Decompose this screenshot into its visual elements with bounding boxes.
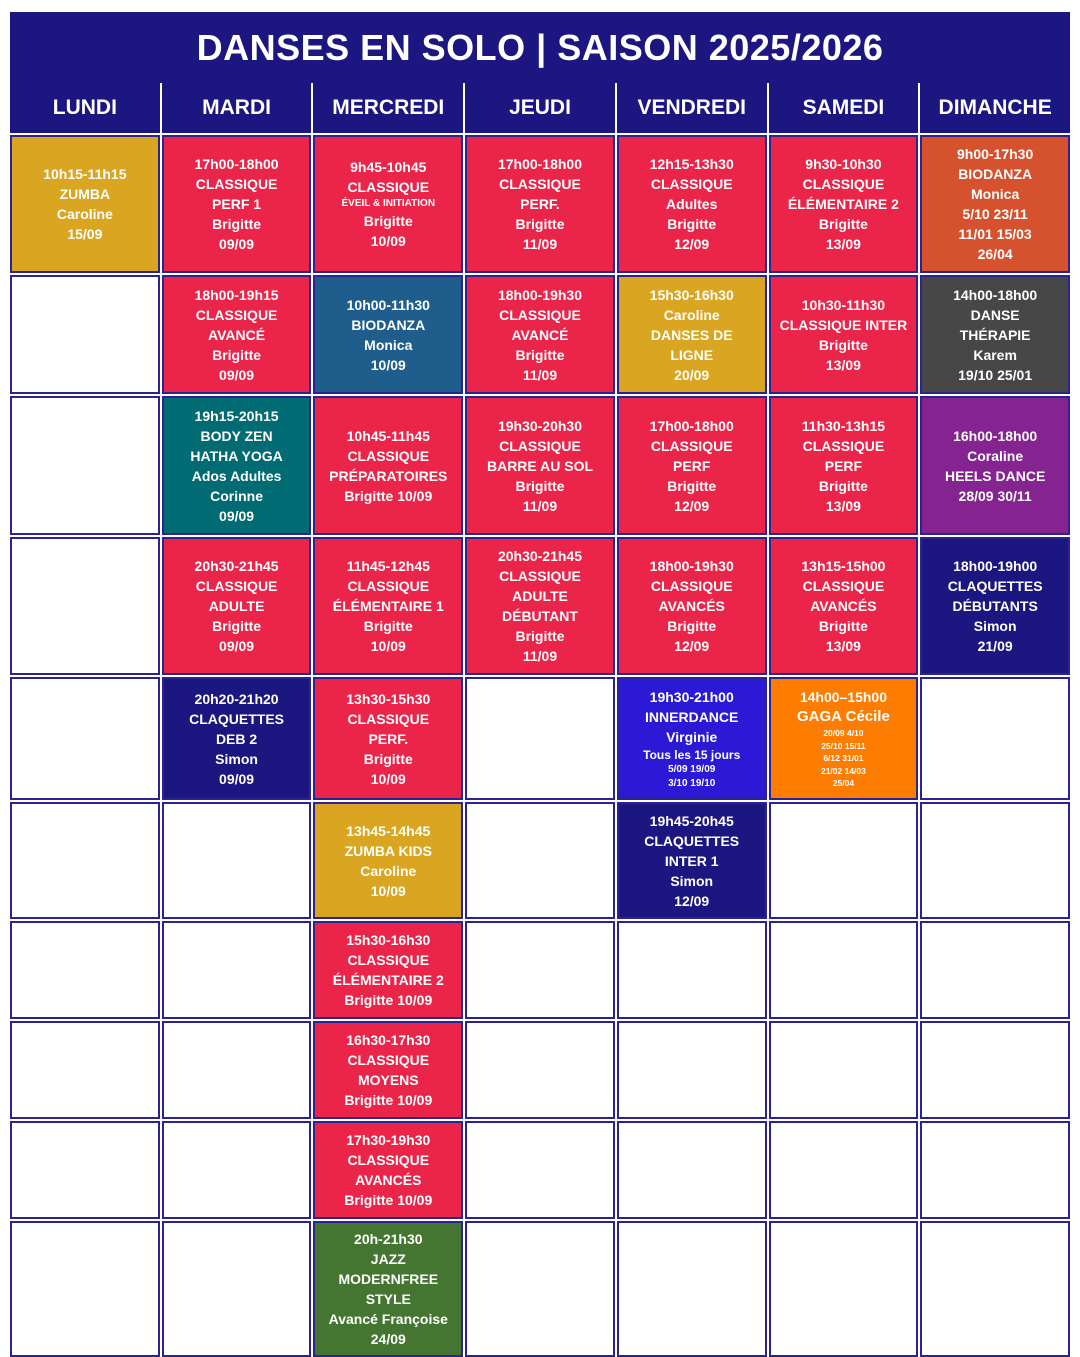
class-info-line: AVANCÉ: [511, 326, 569, 343]
class-info-line: PRÉPARATOIRES: [329, 467, 448, 484]
class-info-line: Brigitte: [818, 336, 868, 353]
class-cell-mardi: [162, 677, 312, 800]
class-info-line: Brigitte: [515, 346, 565, 363]
class-info-line: 20h-21h30: [354, 1231, 423, 1247]
class-info-line: AVANCÉS: [658, 598, 725, 614]
class-info-line: Brigitte: [212, 618, 262, 634]
class-info-line: 09/09: [219, 366, 255, 383]
class-info-line: Brigitte 10/09: [344, 487, 433, 504]
class-info-line: ZUMBA: [59, 186, 111, 202]
empty-cell-samedi: [769, 921, 919, 1019]
class-info-line: 12h15-13h30: [649, 156, 734, 172]
class-info-line: Brigitte: [667, 216, 717, 232]
class-info-line: 26/04: [977, 246, 1013, 262]
empty-cell-samedi: [769, 1221, 919, 1357]
empty-cell-jeudi: [465, 1221, 615, 1357]
class-cell-samedi: [769, 135, 919, 273]
class-cell-mercredi: [313, 135, 463, 273]
class-info-line: Brigitte: [363, 750, 413, 767]
class-info-line: STYLE: [365, 1291, 411, 1307]
empty-cell-vendredi: [617, 1121, 767, 1219]
class-info-line: Caroline: [56, 206, 113, 222]
empty-cell-lundi: [10, 921, 160, 1019]
class-info-line: 13/09: [825, 356, 861, 373]
empty-cell-dimanche: [920, 1021, 1070, 1119]
class-info-line: 10/09: [370, 233, 406, 249]
class-info-line: 9h00-17h30: [956, 146, 1034, 162]
class-info-line: INNERDANCE: [645, 708, 739, 725]
class-cell-samedi: [769, 396, 919, 535]
class-info-line: 10h15-11h15: [43, 166, 127, 182]
class-cell-samedi: [769, 677, 919, 800]
class-info-line: CLASSIQUE: [499, 176, 581, 192]
class-info-line: PERF 1: [212, 196, 262, 212]
class-info-line: 19h30-20h30: [497, 417, 583, 434]
class-info-line: 13/09: [825, 638, 861, 654]
class-info-line: CLASSIQUE: [499, 568, 581, 584]
day-header-lundi: LUNDI: [10, 83, 160, 133]
empty-cell-mardi: [162, 1021, 312, 1119]
class-info-line: 10/09: [370, 770, 406, 787]
class-cell-vendredi: [617, 802, 767, 919]
class-info-line: CLASSIQUE: [347, 952, 430, 968]
class-info-line: Simon: [973, 618, 1017, 634]
class-info-line: Monica: [971, 186, 1020, 202]
class-info-line: Brigitte: [818, 216, 868, 232]
class-info-line: 5/10 23/11: [962, 206, 1028, 222]
class-cell-samedi: [769, 275, 919, 394]
class-info-line: 14h00–15h00: [799, 689, 888, 706]
class-info-line: BODY ZEN: [200, 427, 273, 444]
class-info-line: Brigitte: [818, 618, 868, 634]
class-info-line: DÉBUTANTS: [952, 598, 1038, 614]
empty-cell-mardi: [162, 1221, 312, 1357]
class-info-line: Brigitte: [363, 213, 413, 229]
class-info-line: DEB 2: [215, 730, 258, 747]
class-info-line: 9h45-10h45: [350, 159, 427, 175]
empty-cell-mardi: [162, 921, 312, 1019]
class-info-line: Tous les 15 jours: [643, 747, 741, 762]
class-cell-mercredi: [313, 275, 463, 394]
day-header-mercredi: MERCREDI: [313, 83, 463, 133]
class-info-line: ÉVEIL & INITIATION: [341, 198, 436, 209]
empty-cell-lundi: [10, 396, 160, 535]
class-info-line: CLASSIQUE: [347, 578, 430, 594]
class-info-line: Brigitte 10/09: [344, 1092, 433, 1108]
class-info-line: 17h00-18h00: [497, 156, 583, 172]
class-info-line: 11/09: [522, 648, 558, 664]
class-info-line: Brigitte: [515, 477, 565, 494]
class-info-line: Brigitte: [212, 346, 262, 363]
empty-cell-vendredi: [617, 1021, 767, 1119]
empty-cell-jeudi: [465, 1021, 615, 1119]
class-info-line: 19h15-20h15: [194, 407, 279, 424]
class-info-line: Brigitte: [363, 618, 413, 634]
class-info-line: 11/09: [522, 236, 558, 252]
class-info-line: 12/09: [674, 497, 710, 514]
class-info-line: Brigitte 10/09: [344, 992, 433, 1008]
day-header-vendredi: VENDREDI: [617, 83, 767, 133]
empty-cell-vendredi: [617, 921, 767, 1019]
class-info-line: 24/09: [370, 1331, 406, 1347]
class-info-line: 18h00-19h00: [953, 558, 1038, 574]
class-info-line: 15h30-16h30: [649, 286, 734, 303]
class-cell-dimanche: [920, 275, 1070, 394]
class-info-line: CLASSIQUE: [347, 447, 430, 464]
empty-cell-jeudi: [465, 1121, 615, 1219]
class-info-line: ÉLÉMENTAIRE 2: [787, 196, 899, 212]
class-info-line: Avancé Françoise: [328, 1311, 448, 1327]
class-cell-vendredi: [617, 135, 767, 273]
class-info-line: 10/09: [370, 356, 406, 373]
class-info-line: PERF: [673, 457, 711, 474]
class-info-line: Brigitte: [667, 477, 717, 494]
class-info-line: Caroline: [360, 862, 417, 879]
class-info-line: BARRE AU SOL: [486, 457, 594, 474]
class-info-line: 21/02 14/03: [820, 765, 866, 776]
class-info-line: 10h00-11h30: [346, 296, 430, 313]
class-info-line: LIGNE: [670, 346, 714, 363]
class-info-line: CLASSIQUE: [195, 578, 278, 594]
empty-cell-samedi: [769, 802, 919, 919]
class-cell-mercredi: [313, 537, 463, 675]
empty-cell-jeudi: [465, 802, 615, 919]
empty-cell-lundi: [10, 677, 160, 800]
class-info-line: 3/10 19/10: [668, 777, 716, 789]
class-info-line: 25/10 15/11: [821, 740, 866, 751]
class-info-line: ÉLÉMENTAIRE 1: [332, 598, 444, 614]
class-cell-vendredi: [617, 537, 767, 675]
class-info-line: INTER 1: [664, 852, 719, 869]
class-info-line: HEELS DANCE: [944, 467, 1046, 484]
class-info-line: AVANCÉS: [810, 598, 877, 614]
class-info-line: MOYENS: [357, 1072, 419, 1088]
class-info-line: ADULTE: [208, 598, 265, 614]
class-info-line: ÉLÉMENTAIRE 2: [332, 972, 444, 988]
class-info-line: 12/09: [674, 236, 710, 252]
class-info-line: 13h15-15h00: [801, 558, 886, 574]
empty-cell-vendredi: [617, 1221, 767, 1357]
day-header-mardi: MARDI: [162, 83, 312, 133]
class-info-line: CLASSIQUE: [802, 437, 885, 454]
class-info-line: 28/09 30/11: [958, 487, 1032, 504]
empty-cell-lundi: [10, 1221, 160, 1357]
class-cell-dimanche: [920, 537, 1070, 675]
empty-cell-dimanche: [920, 921, 1070, 1019]
class-info-line: 10h45-11h45: [346, 427, 430, 444]
class-info-line: Brigitte 10/09: [344, 1192, 433, 1208]
class-cell-jeudi: [465, 396, 615, 535]
class-info-line: 12/09: [674, 638, 710, 654]
class-cell-jeudi: [465, 537, 615, 675]
class-info-line: Corinne: [210, 487, 263, 504]
class-info-line: 11/01 15/03: [958, 226, 1032, 242]
class-info-line: CLASSIQUE: [347, 179, 430, 195]
class-info-line: 19h30-21h00: [649, 688, 734, 705]
class-info-line: 15/09: [67, 226, 103, 242]
class-info-line: 20/09: [674, 366, 710, 383]
class-info-line: 20h20-21h20: [194, 690, 279, 707]
class-info-line: 18h00-19h30: [497, 286, 583, 303]
empty-cell-lundi: [10, 275, 160, 394]
empty-cell-jeudi: [465, 921, 615, 1019]
class-cell-jeudi: [465, 275, 615, 394]
class-info-line: 11/09: [522, 366, 558, 383]
class-info-line: 6/12 31/01: [823, 753, 864, 764]
class-cell-mardi: [162, 396, 312, 535]
class-info-line: 13/09: [825, 497, 861, 514]
class-info-line: CLASSIQUE: [499, 306, 581, 323]
class-info-line: 17h30-19h30: [346, 1132, 431, 1148]
class-info-line: 25/04: [832, 778, 855, 789]
class-info-line: CLASSIQUE INTER: [779, 316, 908, 333]
class-info-line: 15h30-16h30: [346, 932, 431, 948]
day-header-dimanche: DIMANCHE: [920, 83, 1070, 133]
class-cell-mardi: [162, 135, 312, 273]
empty-cell-lundi: [10, 537, 160, 675]
class-info-line: PERF.: [368, 730, 409, 747]
class-info-line: MODERNFREE: [338, 1271, 439, 1287]
class-info-line: 10/09: [370, 882, 406, 899]
class-cell-samedi: [769, 537, 919, 675]
empty-cell-lundi: [10, 1021, 160, 1119]
class-info-line: 09/09: [219, 770, 255, 787]
class-info-line: GAGA Cécile: [797, 708, 890, 726]
class-cell-dimanche: [920, 396, 1070, 535]
page-title: DANSES EN SOLO | SAISON 2025/2026: [10, 12, 1070, 83]
class-info-line: ZUMBA KIDS: [344, 842, 432, 859]
class-info-line: DANSES DE: [650, 326, 733, 343]
class-cell-mercredi: [313, 396, 463, 535]
empty-cell-lundi: [10, 1121, 160, 1219]
class-info-line: 13h30-15h30: [346, 690, 431, 707]
class-info-line: DÉBUTANT: [502, 608, 578, 624]
class-info-line: 11h30-13h15: [801, 417, 886, 434]
empty-cell-dimanche: [920, 802, 1070, 919]
class-info-line: 11h45-12h45: [346, 558, 430, 574]
class-info-line: Brigitte: [212, 216, 262, 232]
class-cell-mardi: [162, 537, 312, 675]
class-info-line: 18h00-19h15: [194, 286, 279, 303]
class-info-line: 12/09: [674, 892, 710, 909]
class-info-line: PERF.: [520, 196, 560, 212]
class-cell-lundi: [10, 135, 160, 273]
class-info-line: THÉRAPIE: [959, 326, 1031, 343]
class-cell-mardi: [162, 275, 312, 394]
class-info-line: Caroline: [663, 306, 720, 323]
class-info-line: 18h00-19h30: [649, 558, 734, 574]
class-info-line: Brigitte: [667, 618, 717, 634]
class-info-line: Adultes: [666, 196, 718, 212]
class-info-line: CLAQUETTES: [644, 832, 740, 849]
class-info-line: Coraline: [967, 447, 1024, 464]
class-info-line: PERF: [824, 457, 863, 474]
class-info-line: 20h30-21h45: [497, 548, 583, 564]
class-info-line: CLASSIQUE: [347, 1152, 430, 1168]
class-info-line: 17h00-18h00: [194, 156, 279, 172]
class-cell-vendredi: [617, 677, 767, 800]
class-info-line: 09/09: [219, 507, 255, 524]
schedule-poster: [10, 12, 1070, 1347]
class-info-line: 10h30-11h30: [801, 296, 886, 313]
class-info-line: CLASSIQUE: [650, 176, 733, 192]
class-info-line: Brigitte: [818, 477, 868, 494]
class-info-line: Simon: [215, 750, 258, 767]
empty-cell-samedi: [769, 1021, 919, 1119]
class-info-line: CLAQUETTES: [189, 710, 284, 727]
empty-cell-samedi: [769, 1121, 919, 1219]
class-info-line: 10/09: [370, 638, 406, 654]
empty-cell-lundi: [10, 802, 160, 919]
class-info-line: Brigitte: [515, 216, 565, 232]
class-info-line: 13/09: [825, 236, 861, 252]
class-info-line: Ados Adultes: [191, 467, 282, 484]
class-info-line: CLASSIQUE: [802, 176, 885, 192]
class-cell-mercredi: [313, 1021, 463, 1119]
class-info-line: BIODANZA: [958, 166, 1033, 182]
class-cell-jeudi: [465, 135, 615, 273]
class-info-line: Karem: [973, 346, 1017, 363]
class-info-line: ADULTE: [512, 588, 568, 604]
class-info-line: 16h00-18h00: [953, 427, 1038, 444]
class-info-line: Virginie: [666, 728, 718, 745]
schedule-grid: [10, 83, 1070, 1347]
class-info-line: CLASSIQUE: [499, 437, 581, 454]
class-info-line: Brigitte: [515, 628, 565, 644]
class-info-line: 19/10 25/01: [958, 366, 1033, 383]
class-info-line: Simon: [670, 872, 714, 889]
class-info-line: CLASSIQUE: [347, 710, 430, 727]
class-info-line: 14h00-18h00: [953, 286, 1038, 303]
class-info-line: 16h30-17h30: [346, 1032, 431, 1048]
class-info-line: AVANCÉ: [208, 326, 266, 343]
class-info-line: CLASSIQUE: [650, 578, 733, 594]
class-cell-mercredi: [313, 921, 463, 1019]
class-info-line: 5/09 19/09: [668, 763, 716, 775]
class-cell-vendredi: [617, 396, 767, 535]
class-cell-vendredi: [617, 275, 767, 394]
class-info-line: CLASSIQUE: [195, 306, 278, 323]
empty-cell-mardi: [162, 1121, 312, 1219]
empty-cell-dimanche: [920, 677, 1070, 800]
class-cell-mercredi: [313, 1221, 463, 1357]
class-info-line: 09/09: [219, 236, 255, 252]
class-info-line: DANSE: [970, 306, 1020, 323]
class-info-line: AVANCÉS: [355, 1172, 422, 1188]
class-info-line: HATHA YOGA: [190, 447, 283, 464]
class-info-line: Monica: [364, 336, 413, 353]
class-info-line: 13h45-14h45: [346, 822, 431, 839]
day-header-samedi: SAMEDI: [769, 83, 919, 133]
class-info-line: BIODANZA: [351, 316, 426, 333]
class-info-line: CLASSIQUE: [347, 1052, 430, 1068]
class-info-line: CLAQUETTES: [947, 578, 1043, 594]
empty-cell-dimanche: [920, 1221, 1070, 1357]
class-cell-dimanche: [920, 135, 1070, 273]
class-info-line: 11/09: [522, 497, 558, 514]
class-info-line: 09/09: [219, 638, 255, 654]
class-info-line: JAZZ: [370, 1251, 406, 1267]
class-info-line: CLASSIQUE: [802, 578, 885, 594]
class-info-line: 9h30-10h30: [805, 156, 882, 172]
empty-cell-dimanche: [920, 1121, 1070, 1219]
empty-cell-jeudi: [465, 677, 615, 800]
class-info-line: CLASSIQUE: [650, 437, 733, 454]
class-cell-mercredi: [313, 802, 463, 919]
class-cell-mercredi: [313, 677, 463, 800]
empty-cell-mardi: [162, 802, 312, 919]
class-info-line: 19h45-20h45: [649, 812, 734, 829]
class-info-line: 20/09 4/10: [823, 728, 864, 739]
class-info-line: 21/09: [977, 638, 1013, 654]
class-info-line: CLASSIQUE: [195, 176, 278, 192]
class-cell-mercredi: [313, 1121, 463, 1219]
day-header-jeudi: JEUDI: [465, 83, 615, 133]
class-info-line: 17h00-18h00: [649, 417, 734, 434]
class-info-line: 20h30-21h45: [194, 558, 279, 574]
